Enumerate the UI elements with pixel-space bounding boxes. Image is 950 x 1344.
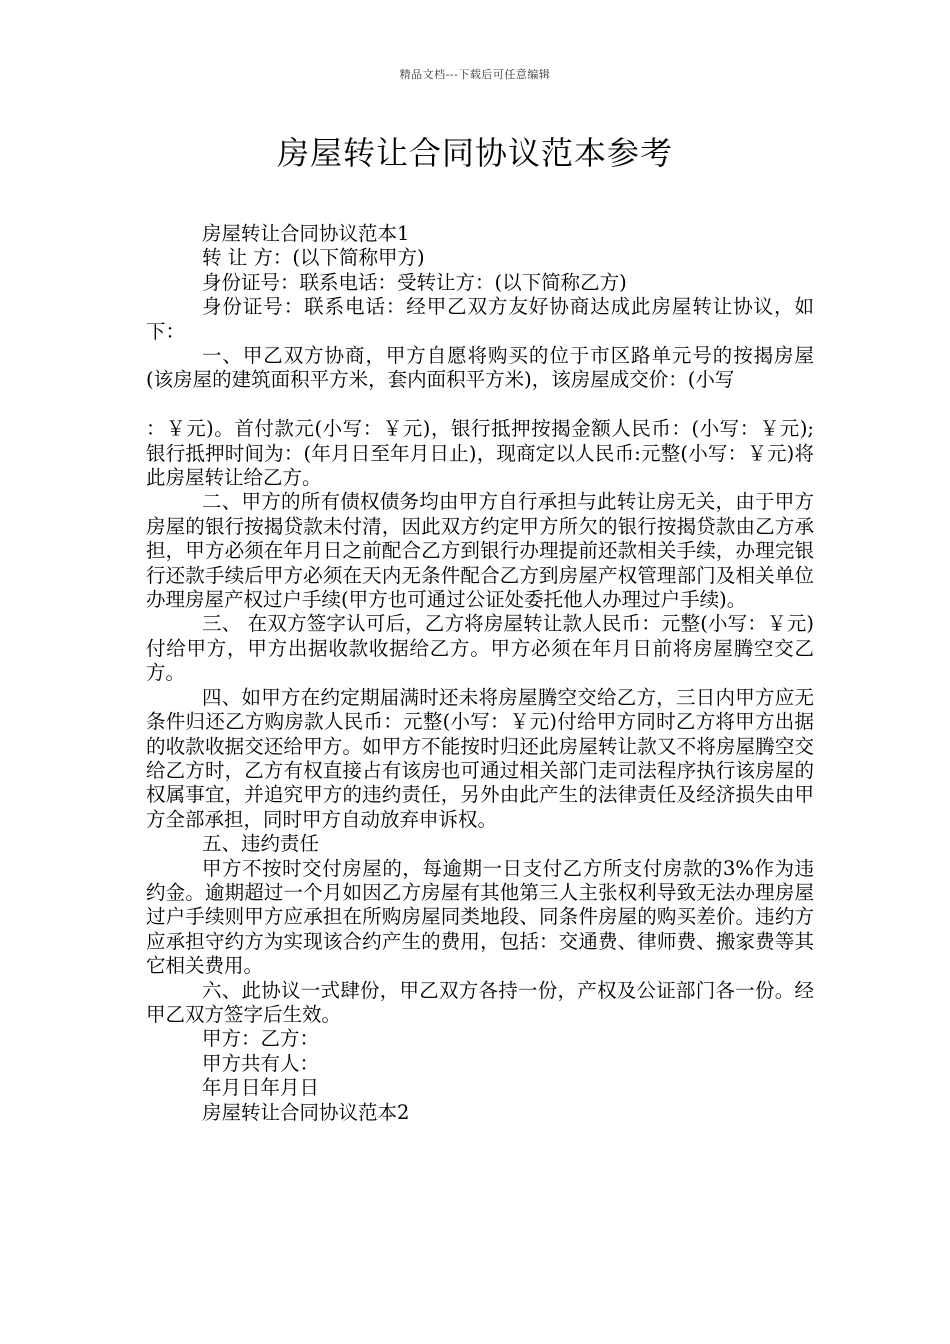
paragraph-signatures: 甲方：乙方： [202,1027,320,1051]
header-note: 精品文档---下载后可任意编辑 [399,68,551,81]
document-body [146,222,814,1125]
paragraph-heading-2: 房屋转让合同协议范本2 [202,1100,410,1124]
paragraph-id-2: 身份证号：联系电话：经甲乙双方友好协商达成此房屋转让协议，如下： [146,295,814,343]
paragraph-clause-5-heading: 五、违约责任 [202,832,320,856]
paragraph-clause-2: 二、甲方的所有债权债务均由甲方自行承担与此转让房无关，由于甲方房屋的银行按揭贷款未付清，因此双方约定甲方所欠的银行按揭贷款由乙方承担，甲方必须在年月日之前配合乙方到银行办理提前还款相关手续，办理完银行还款手续后甲方必须在天内无条件配合乙方到房屋产权管理部门及相关单位办理房屋产权过户手续(甲方也可通过公证处委托他人办理过户手续)。 [146,490,814,612]
paragraph-clause-1: 一、甲乙双方协商，甲方自愿将购买的位于市区路单元号的按揭房屋(该房屋的建筑面积平方米，套内面积平方米)，该房屋成交价：(小写 [146,344,814,392]
paragraph-co-owner: 甲方共有人： [202,1051,320,1075]
paragraph-dates: 年月日年月日 [202,1076,320,1100]
blank-line [146,393,814,417]
paragraph-heading-1: 房屋转让合同协议范本1 [202,222,410,245]
paragraph-clause-1-cont: ：￥元)。首付款元(小写：￥元)，银行抵押按揭金额人民币：(小写：￥元);银行抵押时间为：(年月日至年月日止)，现商定以人民币:元整(小写：￥元)将此房屋转让给乙方。 [146,417,814,490]
document-title: 房屋转让合同协议范本参考 [276,134,673,172]
paragraph-clause-3: 三、 在双方签字认可后，乙方将房屋转让款人民币：元整(小写：￥元)付给甲方，甲方出据收款收据给乙方。甲方必须在年月日前将房屋腾空交乙方。 [146,612,814,685]
paragraph-id-1: 身份证号：联系电话：受转让方：(以下简称乙方) [202,270,627,294]
paragraph-clause-5: 甲方不按时交付房屋的，每逾期一日支付乙方所支付房款的3%作为违约金。逾期超过一个月如因乙方房屋有其他第三人主张权利导致无法办理房屋过户手续则甲方应承担在所购房屋同类地段、同条件房屋的购买差价。违约方应承担守约方为实现该合约产生的费用，包括：交通费、律师费、搬家费等其它相关费用。 [146,856,814,978]
paragraph-clause-6: 六、此协议一式肆份，甲乙双方各持一份，产权及公证部门各一份。经甲乙双方签字后生效。 [146,978,814,1026]
paragraph-transferor: 转 让 方：(以下简称甲方) [202,246,425,270]
paragraph-clause-4: 四、如甲方在约定期届满时还未将房屋腾空交给乙方，三日内甲方应无条件归还乙方购房款人民币：元整(小写：￥元)付给甲方同时乙方将甲方出据的收款收据交还给甲方。如甲方不能按时归还此房屋转让款又不将房屋腾空交给乙方时，乙方有权直接占有该房也可通过相关部门走司法程序执行该房屋的权属事宜，并追究甲方的违约责任，另外由此产生的法律责任及经济损失由甲方全部承担，同时甲方自动放弃申诉权。 [146,685,814,831]
